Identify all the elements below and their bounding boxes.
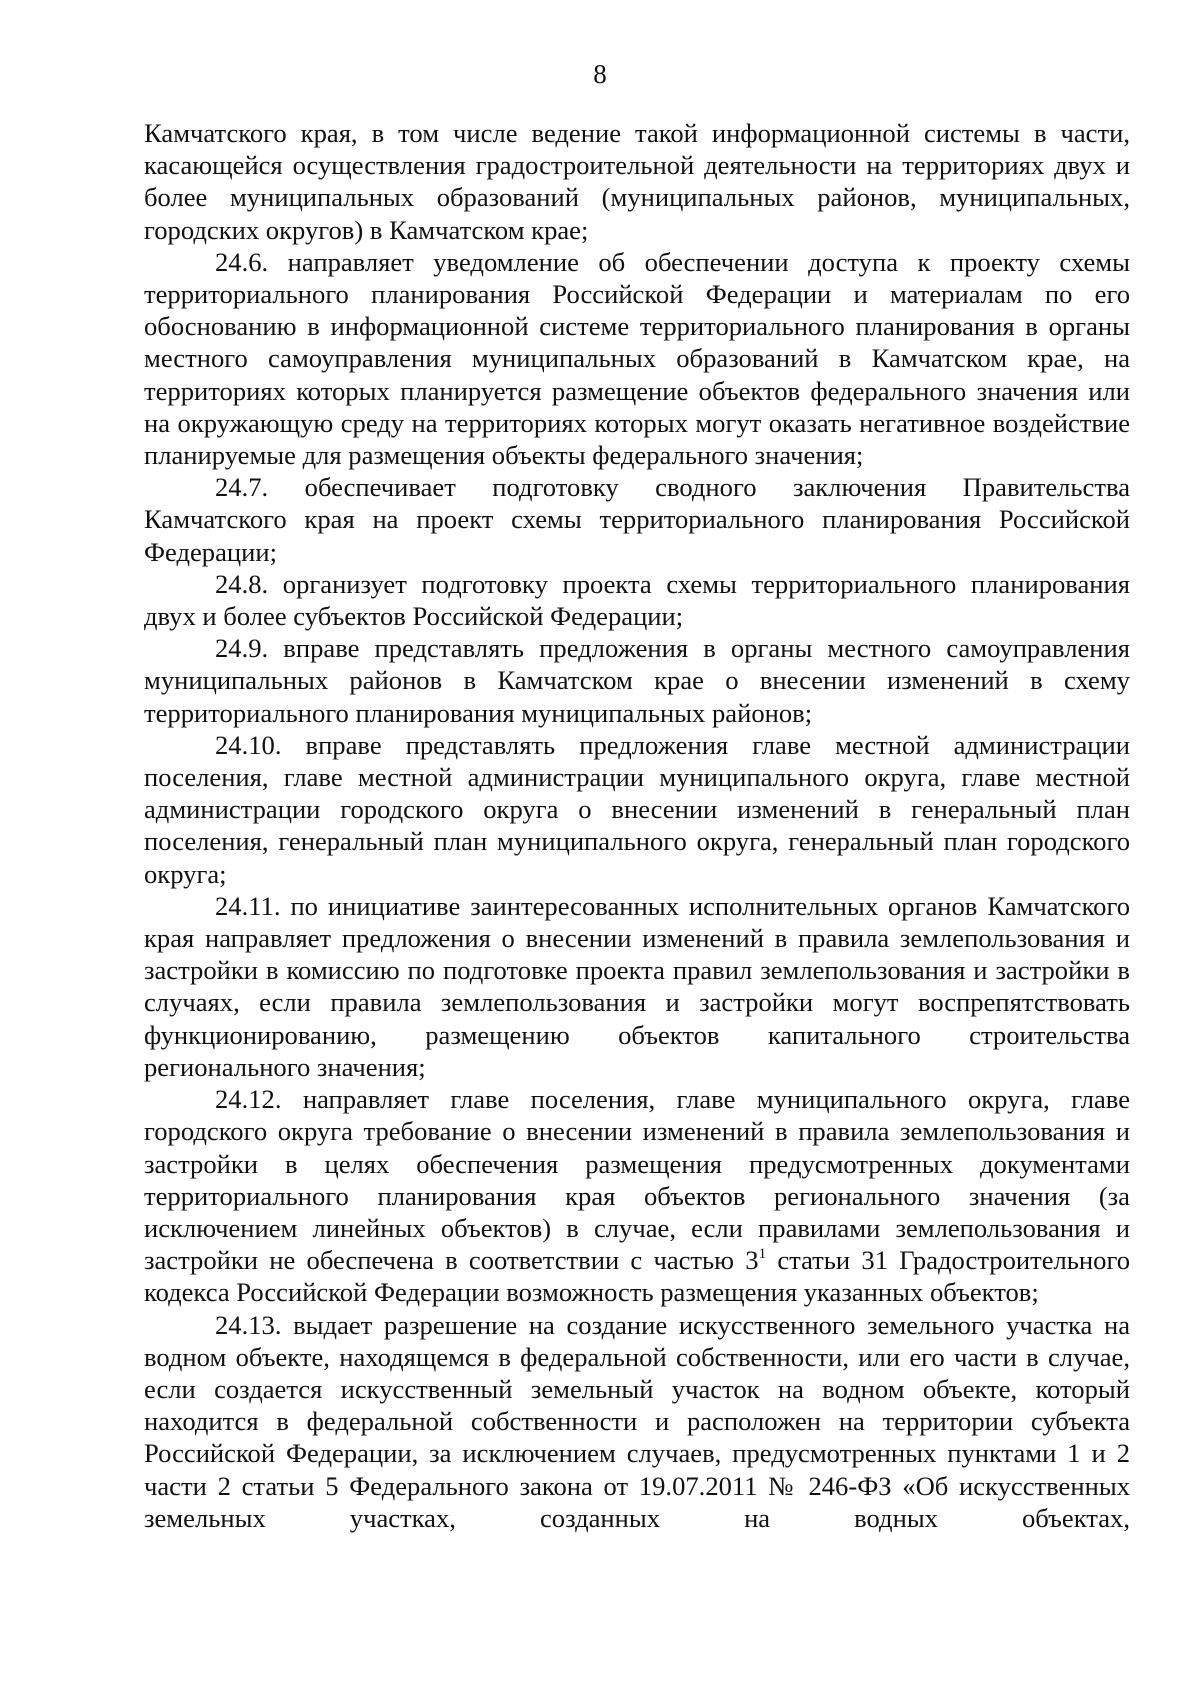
paragraph-24-13: 24.13. выдает разрешение на создание искусственного земельного участка на водном объекте, находящемся в федеральной собственности, или его части в случае, если создается искусственный земельный участок на водном объекте, который находится в федеральной собственности и расположен на территории субъекта Российской Федерации, за исключением случаев, предусмотренных пунктами 1 и 2 части 2 статьи 5 Федерального закона от 19.07.2011 № 246-ФЗ «Об искусственных земельных участках, созданных на водных объектах, xyxy=(144,1309,1130,1533)
paragraph-24-9: 24.9. вправе представлять предложения в органы местного самоуправления муниципальных районов в Камчатском крае о внесении изменений в схему территориального планирования муниципальных районов; xyxy=(144,633,1130,728)
document-body xyxy=(144,117,1130,1534)
paragraph-24-7: 24.7. обеспечивает подготовку сводного заключения Правительства Камчатского края на проект схемы территориального планирования Российской Федерации; xyxy=(144,472,1130,567)
paragraph-24-11: 24.11. по инициативе заинтересованных исполнительных органов Камчатского края направляет предложения о внесении изменений в правила землепользования и застройки в комиссию по подготовке проекта правил землепользования и застройки в случаях, если правила землепользования и застройки могут воспрепятствовать функционированию, размещению объектов капитального строительства регионального значения; xyxy=(144,890,1130,1082)
paragraph-24-12-text-b: статьи 31 Градостроительного кодекса Российской Федерации возможность размещения указанных объектов; xyxy=(144,1245,1130,1308)
page-number: 8 xyxy=(593,59,607,89)
paragraph-24-10: 24.10. вправе представлять предложения главе местной администрации поселения, главе местной администрации муниципального округа, главе местной администрации городского округа о внесении изменений в генеральный план поселения, генеральный план муниципального округа, генеральный план городского округа; xyxy=(144,729,1130,889)
paragraph-24-6: 24.6. направляет уведомление об обеспечении доступа к проекту схемы территориального планирования Российской Федерации и материалам по его обоснованию в информационной системе территориального планирования в органы местного самоуправления муниципальных образований в Камчатском крае, на территориях которых планируется размещение объектов федерального значения или на окружающую среду на территориях которых могут оказать негативное воздействие планируемые для размещения объекты федерального значения; xyxy=(144,246,1130,471)
paragraph-24-8: 24.8. организует подготовку проекта схемы территориального планирования двух и более субъектов Российской Федерации; xyxy=(144,568,1130,632)
paragraph-continuation: Камчатского края, в том числе ведение такой информационной системы в части, касающейся осуществления градостроительной деятельности на территориях двух и более муниципальных образований (муниципальных районов, муниципальных, городских округов) в Камчатском крае; xyxy=(144,118,1130,245)
paragraph-24-12-text-a: 24.12. направляет главе поселения, главе муниципального округа, главе городского округа требование о внесении изменений в правила землепользования и застройки в целях обеспечения размещения предусмотренных документами территориального планирования края объектов регионального значения (за исключением линейных объектов) в случае, если правилами землепользования и застройки не обеспечена в соответствии с частью 3 xyxy=(144,1084,1130,1276)
paragraph-24-12 xyxy=(144,1083,1130,1308)
superscript-index: 1 xyxy=(758,1246,767,1263)
